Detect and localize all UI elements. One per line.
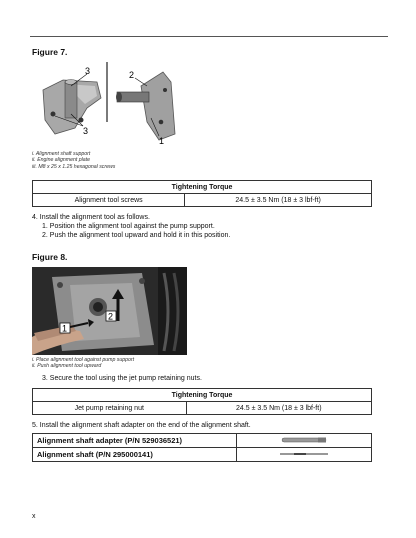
callout-3-bottom: 3 [83,126,89,136]
callout-1: 1 [159,136,165,146]
callout-2: 2 [129,70,135,80]
torque-table-1-value: 24.5 ± 3.5 Nm (18 ± 3 lbf-ft) [185,194,372,207]
part-image-adapter [237,434,372,448]
alignment-plate-right [116,72,175,140]
figure-8-photo [32,267,187,355]
page-footer: x [32,513,36,520]
torque-table-2-value: 24.5 ± 3.5 Nm (18 ± 3 lbf-ft) [186,402,371,415]
table-row [33,448,372,462]
callout-3-top: 3 [85,66,91,76]
figure-7-caption: i. Alignment shaft support ii. Engine alignment plate iii. M8 x 25 x 1.25 hexagonal screws [32,151,116,170]
figure-7-label: Figure 7. [32,47,68,57]
figure-7-illustration [35,62,195,152]
torque-table-2 [32,388,372,415]
callout-1: 1 [62,323,68,334]
part-name: Alignment shaft (P/N 295000141) [33,448,237,462]
torque-table-2-item: Jet pump retaining nut [33,402,187,415]
step-4-sub-2: 2. Push the alignment tool upward and hold it in this position. [42,232,231,239]
callout-2: 2 [108,311,114,322]
torque-table-1-header: Tightening Torque [33,181,372,194]
step-4-sub-1: 1. Position the alignment tool against the pump support. [42,223,215,230]
torque-table-1 [32,180,372,207]
header-rule [30,36,388,37]
alignment-plate-left [43,80,101,135]
part-name: Alignment shaft adapter (P/N 529036521) [33,434,237,448]
part-image-shaft [237,448,372,462]
torque-table-1-item: Alignment tool screws [33,194,185,207]
torque-table-2-header: Tightening Torque [33,389,372,402]
parts-table [32,433,372,462]
figure-8-label: Figure 8. [32,252,68,262]
step-4: 4. Install the alignment tool as follows. [32,214,150,221]
step-5: 5. Install the alignment shaft adapter on the end of the alignment shaft. [32,422,251,429]
step-3: 3. Secure the tool using the jet pump retaining nuts. [42,375,202,382]
figure-8-caption: i. Place alignment tool against pump support ii. Push alignment tool upward [32,357,135,370]
table-row [33,434,372,448]
